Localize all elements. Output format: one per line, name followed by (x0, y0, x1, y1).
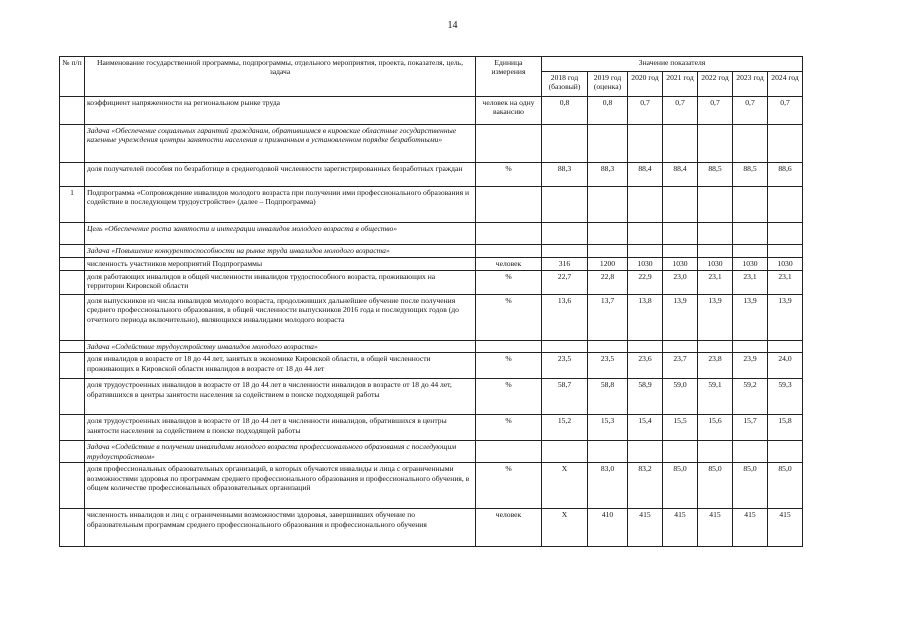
header-unit: Единица измерения (476, 57, 542, 97)
header-year: 2019 год (оценка) (588, 72, 628, 97)
row-goal-task: Задача «Обеспечение социальных гарантий гражданам, обратившимся в кировские областные государственные казенные учреждения центры занятости населения и признанным в установленном порядке безработными» (85, 125, 476, 163)
row-number (60, 379, 85, 415)
row-indicator-name: доля профессиональных образовательных организаций, в которых обучаются инвалиды и лица с ограниченными возможностями здоровья по программам среднего профессионального образования и профессионального обучения, в общем количестве профессиональных образовательных организаций (85, 463, 476, 509)
row-value (628, 341, 663, 353)
indicator-table (59, 56, 803, 547)
row-goal-task: Цель «Обеспечение роста занятости и интеграции инвалидов молодого возраста в общество» (85, 223, 476, 245)
row-unit (476, 341, 542, 353)
row-value: 23,1 (698, 271, 733, 295)
row-number (60, 271, 85, 295)
row-goal-task: Задача «Содействие трудоустройству инвалидов молодого возраста» (85, 341, 476, 353)
row-value (698, 245, 733, 258)
row-unit: % (476, 415, 542, 441)
table-row (60, 245, 803, 258)
row-value: 0,7 (733, 97, 768, 125)
row-value (628, 245, 663, 258)
table-row (60, 258, 803, 271)
header-name: Наименование государственной программы, подпрограммы, отдельного мероприятия, проекта, показателя, цель, задача (85, 57, 476, 97)
table-row (60, 223, 803, 245)
row-value: 415 (663, 509, 698, 547)
row-value (768, 341, 803, 353)
row-indicator-name: коэффициент напряженности на региональном рынке труда (85, 97, 476, 125)
row-indicator-name: доля трудоустроенных инвалидов в возрасте от 18 до 44 лет в численности инвалидов в возрасте от 18 до 44 лет, обратившихся в центры занятости населения за содействием в поиске подходящей работы (85, 379, 476, 415)
row-number (60, 295, 85, 341)
row-unit: % (476, 295, 542, 341)
row-value: 23,6 (628, 353, 663, 379)
row-value (733, 441, 768, 463)
table-row (60, 187, 803, 223)
row-value: 15,6 (698, 415, 733, 441)
row-indicator-name: Подпрограмма «Сопровождение инвалидов молодого возраста при получении ими профессионального образования и содействие в последующем трудоустройстве» (далее – Подпрограмма) (85, 187, 476, 223)
header-year: 2022 год (698, 72, 733, 97)
row-unit: человек на одну вакансию (476, 97, 542, 125)
row-unit: человек (476, 509, 542, 547)
row-value: 13,6 (542, 295, 588, 341)
row-indicator-name: доля работающих инвалидов в общей численности инвалидов трудоспособного возраста, проживающих на территории Кировской области (85, 271, 476, 295)
table-row (60, 295, 803, 341)
row-value (663, 223, 698, 245)
header-year: 2024 год (768, 72, 803, 97)
row-value: 23,1 (733, 271, 768, 295)
row-value (698, 187, 733, 223)
row-value (628, 223, 663, 245)
row-value (588, 441, 628, 463)
row-value (588, 187, 628, 223)
row-value (588, 223, 628, 245)
row-value (663, 245, 698, 258)
header-values: Значение показателя (542, 57, 803, 72)
row-value: 88,3 (588, 163, 628, 187)
row-value: 13,9 (663, 295, 698, 341)
row-value (733, 125, 768, 163)
table-row (60, 509, 803, 547)
row-value: 13,8 (628, 295, 663, 341)
row-unit (476, 125, 542, 163)
row-value: 15,5 (663, 415, 698, 441)
row-value: X (542, 463, 588, 509)
row-value (628, 441, 663, 463)
row-value: 85,0 (733, 463, 768, 509)
row-value: 0,7 (628, 97, 663, 125)
row-value: 415 (698, 509, 733, 547)
row-value: 88,6 (768, 163, 803, 187)
row-indicator-name: численность инвалидов и лиц с ограниченными возможностями здоровья, завершивших обучение по образовательным программам среднего профессионального образования и профессионального обучения (85, 509, 476, 547)
row-number (60, 125, 85, 163)
row-value: 59,3 (768, 379, 803, 415)
row-value (542, 125, 588, 163)
row-unit: % (476, 379, 542, 415)
row-value: 88,4 (628, 163, 663, 187)
table-row (60, 341, 803, 353)
row-value: 88,5 (698, 163, 733, 187)
row-value: 22,7 (542, 271, 588, 295)
row-goal-task: Задача «Содействие в получении инвалидами молодого возраста профессионального образования с последующим трудоустройством» (85, 441, 476, 463)
row-unit: человек (476, 258, 542, 271)
row-value: 23,9 (733, 353, 768, 379)
row-value: 1200 (588, 258, 628, 271)
row-value (542, 341, 588, 353)
row-value (733, 245, 768, 258)
row-value (768, 245, 803, 258)
row-unit: % (476, 353, 542, 379)
row-indicator-name: доля выпускников из числа инвалидов молодого возраста, продолживших дальнейшее обучение после получения среднего профессионального образования, в общей численности выпускников 2016 года и последующих годов (до отчетного периода включительно), являющихся инвалидами молодого возраста (85, 295, 476, 341)
row-value: 85,0 (698, 463, 733, 509)
row-value: 23,5 (542, 353, 588, 379)
table-row (60, 125, 803, 163)
row-value: 13,9 (698, 295, 733, 341)
row-value (542, 187, 588, 223)
row-value: 83,2 (628, 463, 663, 509)
row-indicator-name: доля трудоустроенных инвалидов в возрасте от 18 до 44 лет в численности инвалидов, обратившихся в центры занятости населения за содействием в поиске подходящей работы (85, 415, 476, 441)
header-year: 2020 год (628, 72, 663, 97)
row-unit: % (476, 271, 542, 295)
row-value: 415 (768, 509, 803, 547)
table-body (60, 97, 803, 547)
row-value: 15,8 (768, 415, 803, 441)
row-value (628, 187, 663, 223)
table-row (60, 463, 803, 509)
row-value: 15,7 (733, 415, 768, 441)
row-value: 24,0 (768, 353, 803, 379)
row-number (60, 341, 85, 353)
row-number (60, 463, 85, 509)
row-value: 83,0 (588, 463, 628, 509)
row-value: 15,4 (628, 415, 663, 441)
row-value (733, 223, 768, 245)
row-unit: % (476, 163, 542, 187)
row-value: 1030 (698, 258, 733, 271)
row-value: 58,7 (542, 379, 588, 415)
row-value: 88,3 (542, 163, 588, 187)
row-value: 0,7 (698, 97, 733, 125)
row-value (698, 441, 733, 463)
row-number (60, 223, 85, 245)
row-value: 15,3 (588, 415, 628, 441)
row-value: 88,5 (733, 163, 768, 187)
row-goal-task: Задача «Повышение конкурентоспособности на рынке труда инвалидов молодого возраста» (85, 245, 476, 258)
row-value: 23,1 (768, 271, 803, 295)
row-indicator-name: численность участников мероприятий Подпрограммы (85, 258, 476, 271)
row-value: 1030 (628, 258, 663, 271)
table-row (60, 415, 803, 441)
row-value: 1030 (733, 258, 768, 271)
row-value: 410 (588, 509, 628, 547)
row-unit (476, 245, 542, 258)
row-value: 415 (628, 509, 663, 547)
row-unit (476, 441, 542, 463)
row-value (733, 187, 768, 223)
row-value (768, 125, 803, 163)
row-value: 23,5 (588, 353, 628, 379)
row-unit (476, 223, 542, 245)
row-number (60, 245, 85, 258)
row-value (588, 245, 628, 258)
row-value: 59,0 (663, 379, 698, 415)
row-value: 58,8 (588, 379, 628, 415)
table-row (60, 379, 803, 415)
row-number (60, 258, 85, 271)
row-value (698, 341, 733, 353)
row-value: 85,0 (663, 463, 698, 509)
header-year: 2023 год (733, 72, 768, 97)
row-value: 13,7 (588, 295, 628, 341)
row-value (733, 341, 768, 353)
row-value: 0,8 (542, 97, 588, 125)
row-value: 15,2 (542, 415, 588, 441)
row-value (588, 341, 628, 353)
row-value: 13,9 (733, 295, 768, 341)
page-number: 14 (447, 20, 458, 31)
row-value: 0,7 (768, 97, 803, 125)
row-value: 22,8 (588, 271, 628, 295)
table-row (60, 441, 803, 463)
row-value (542, 441, 588, 463)
row-unit (476, 187, 542, 223)
row-value: 0,7 (663, 97, 698, 125)
row-value (663, 341, 698, 353)
header-year: 2021 год (663, 72, 698, 97)
row-value (768, 187, 803, 223)
row-value (542, 223, 588, 245)
table-row (60, 353, 803, 379)
row-value (768, 441, 803, 463)
header-year: 2018 год (базовый) (542, 72, 588, 97)
row-value: 58,9 (628, 379, 663, 415)
row-value (542, 245, 588, 258)
table-row (60, 163, 803, 187)
row-unit: % (476, 463, 542, 509)
row-value: X (542, 509, 588, 547)
row-value (663, 187, 698, 223)
row-number (60, 509, 85, 547)
row-value (768, 223, 803, 245)
table-row (60, 271, 803, 295)
row-number (60, 97, 85, 125)
row-indicator-name: доля инвалидов в возрасте от 18 до 44 лет, занятых в экономике Кировской области, в общей численности проживающих в Кировской области инвалидов в возрасте от 18 до 44 лет (85, 353, 476, 379)
row-indicator-name: доля получателей пособия по безработице в среднегодовой численности зарегистрированных безработных граждан (85, 163, 476, 187)
row-value: 88,4 (663, 163, 698, 187)
row-value: 85,0 (768, 463, 803, 509)
row-value: 0,8 (588, 97, 628, 125)
row-value: 22,9 (628, 271, 663, 295)
row-value: 415 (733, 509, 768, 547)
header-number: № п/п (60, 57, 85, 97)
row-number (60, 163, 85, 187)
row-value: 1030 (768, 258, 803, 271)
row-value (663, 125, 698, 163)
row-value: 13,9 (768, 295, 803, 341)
row-value (588, 125, 628, 163)
row-value: 316 (542, 258, 588, 271)
row-number: 1 (60, 187, 85, 223)
row-value (698, 125, 733, 163)
table-row (60, 97, 803, 125)
row-value: 1030 (663, 258, 698, 271)
row-number (60, 415, 85, 441)
row-value (628, 125, 663, 163)
row-value: 59,1 (698, 379, 733, 415)
row-value (663, 441, 698, 463)
row-number (60, 441, 85, 463)
row-value: 59,2 (733, 379, 768, 415)
row-number (60, 353, 85, 379)
row-value: 23,7 (663, 353, 698, 379)
row-value: 23,0 (663, 271, 698, 295)
row-value: 23,8 (698, 353, 733, 379)
row-value (698, 223, 733, 245)
